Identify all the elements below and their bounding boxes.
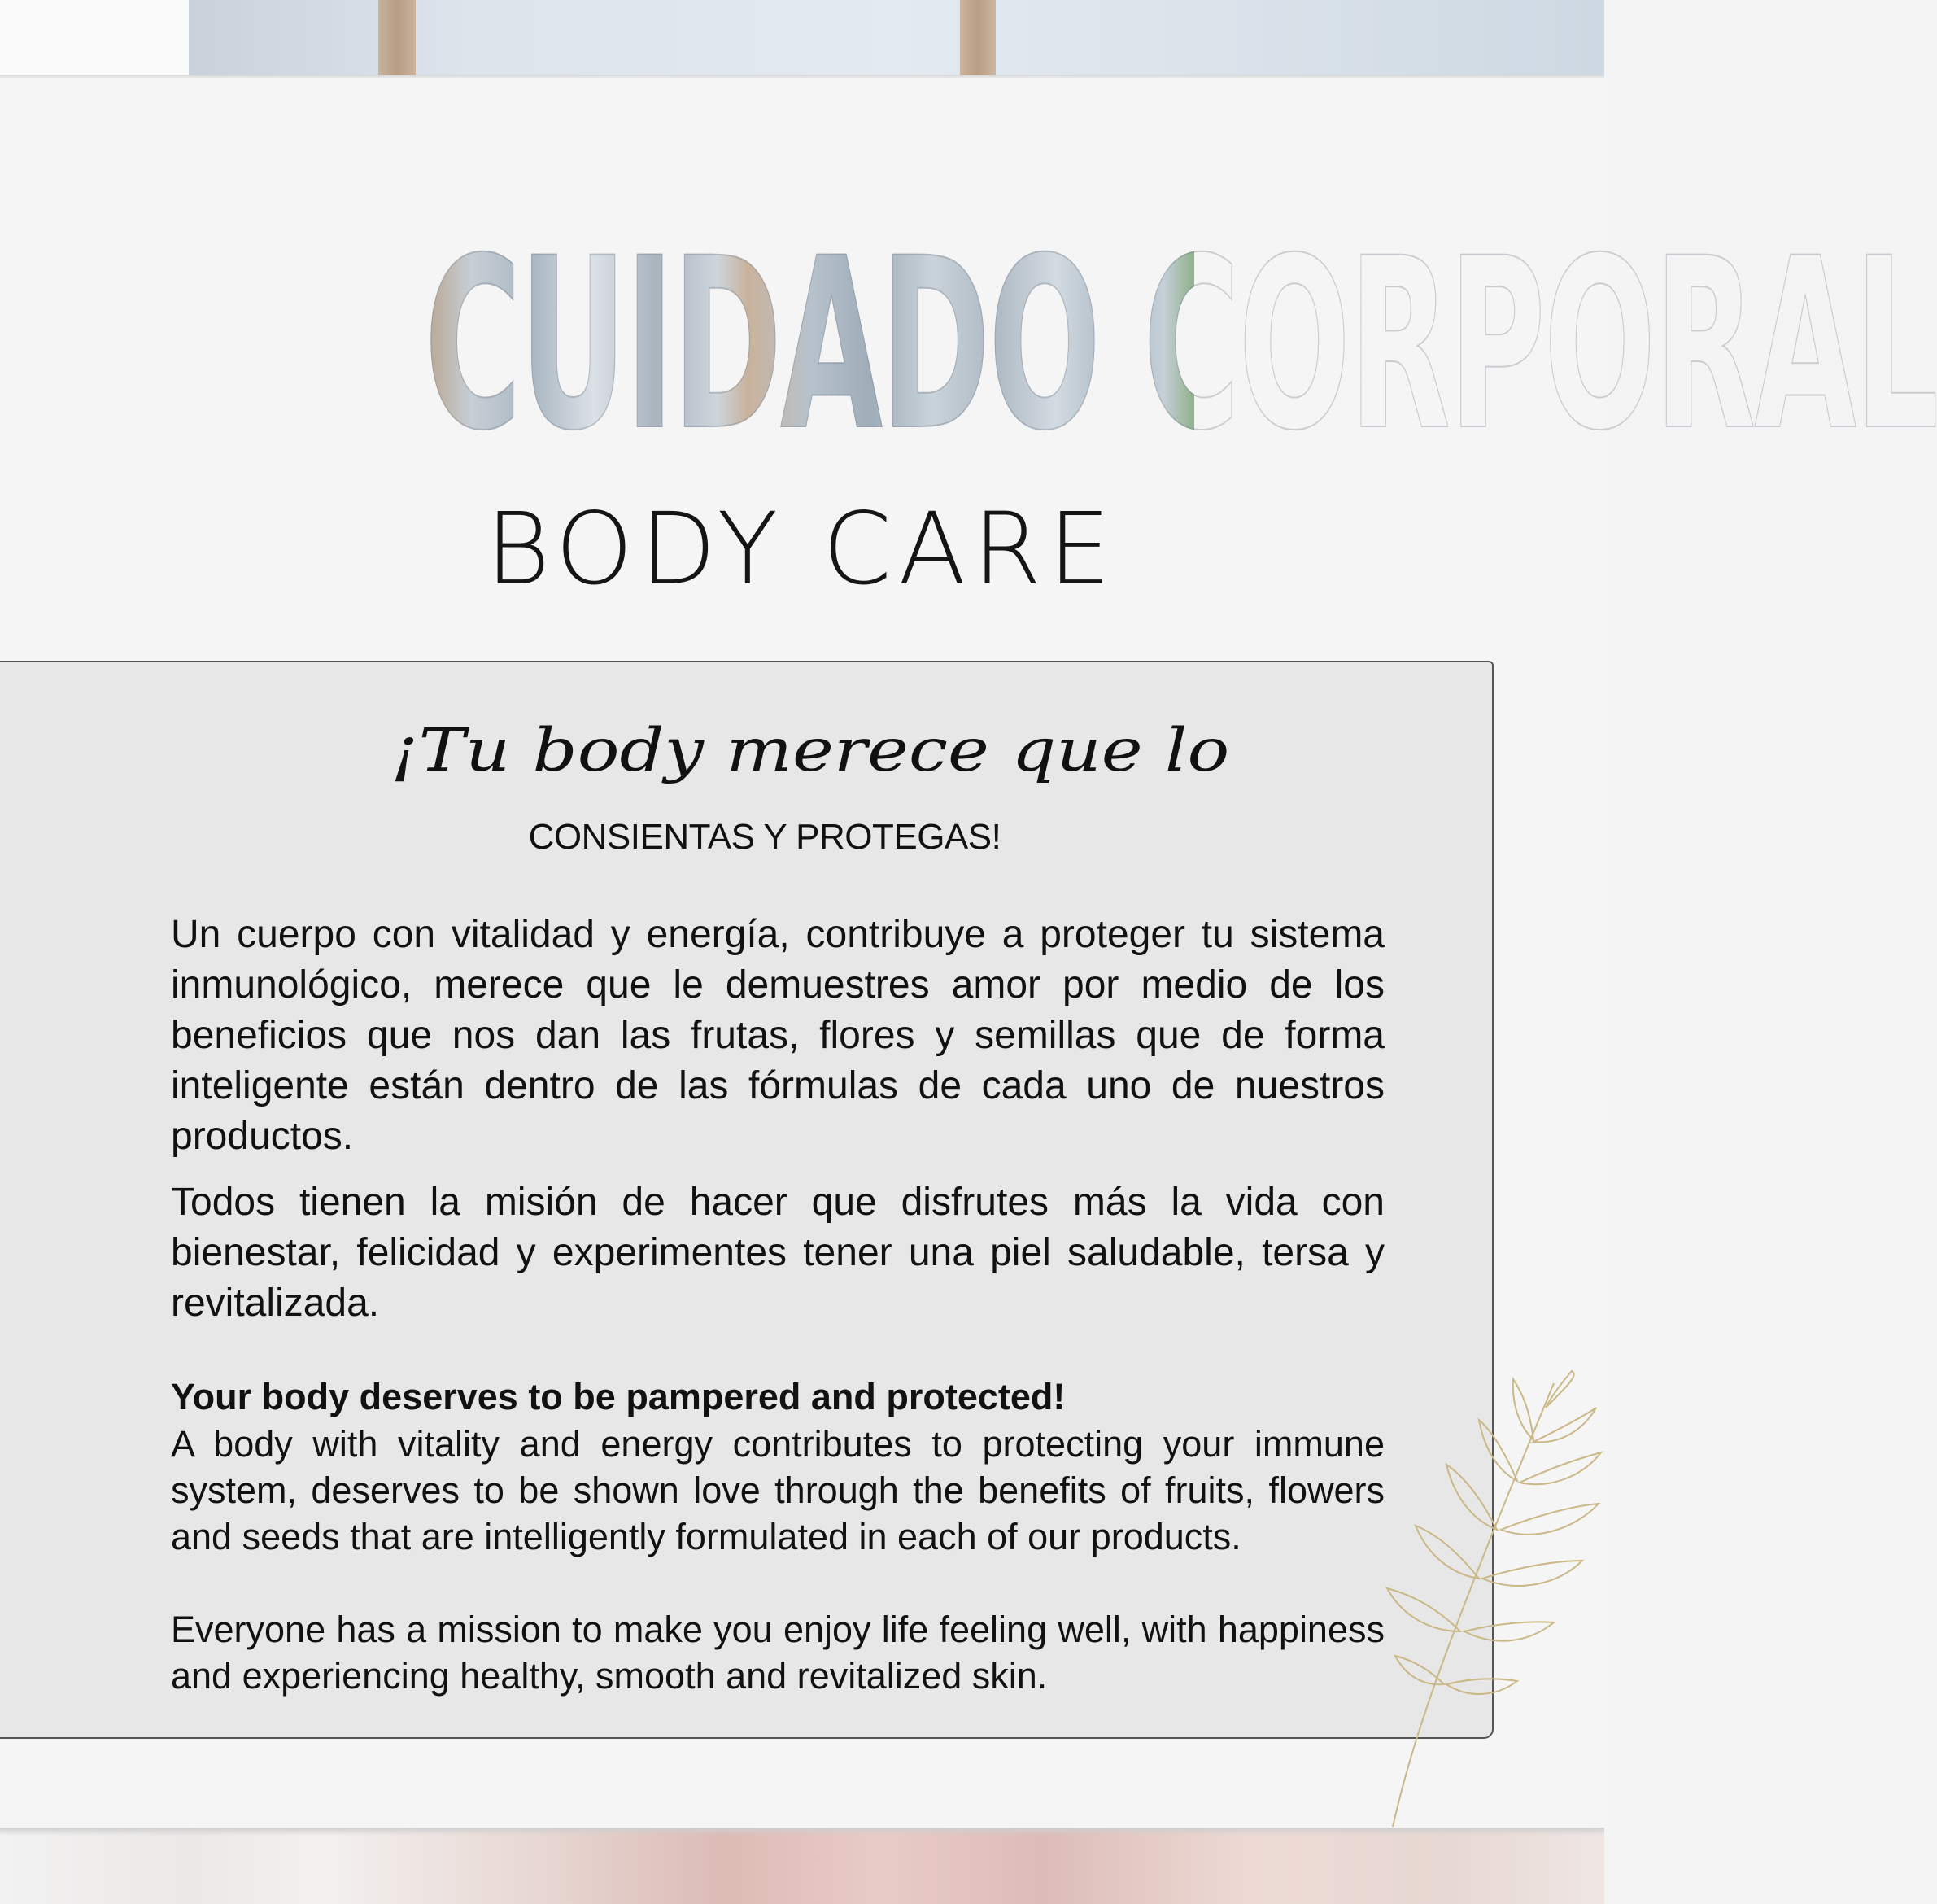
page-title: CUIDADO CORPORAL <box>424 208 1937 483</box>
wooden-stick-right <box>960 0 996 75</box>
bottom-photo-strip <box>0 1828 1604 1904</box>
english-paragraph-1: A body with vitality and energy contributes to protecting your immune system, deserves to be shown love through the benefits of fruits, flowers and seeds that are intelligently formulated in each of our products. <box>171 1423 1385 1557</box>
caps-tagline: CONSIENTAS Y PROTEGAS! <box>528 817 1001 857</box>
page-subtitle: BODY CARE <box>485 491 1118 607</box>
english-paragraph-2: Everyone has a mission to make you enjoy life feeling well, with happiness and experiencing healthy, smooth and revitalized skin. <box>171 1609 1385 1697</box>
script-tagline: ¡Tu body merece que lo <box>390 715 1230 785</box>
bottom-photo-edge <box>0 1828 1604 1836</box>
spanish-paragraph-1: Un cuerpo con vitalidad y energía, contribuye a proteger tu sistema inmunológico, merece que le demuestres amor por medio de los beneficios que nos dan las frutas, flores y semillas que de forma inteligente están dentro de las fórmulas de cada uno de nuestros productos. <box>171 913 1385 1158</box>
english-heading: Your body deserves to be pampered and protected! <box>171 1376 1066 1417</box>
wooden-stick-left <box>378 0 416 75</box>
gold-leaf-icon <box>1383 1375 1603 1831</box>
spanish-paragraph-2: Todos tienen la misión de hacer que disfrutes más la vida con bienestar, felicidad y experimentes tener una piel saludable, tersa y revitalizada. <box>171 1181 1385 1325</box>
top-photo-strip <box>0 0 1604 78</box>
